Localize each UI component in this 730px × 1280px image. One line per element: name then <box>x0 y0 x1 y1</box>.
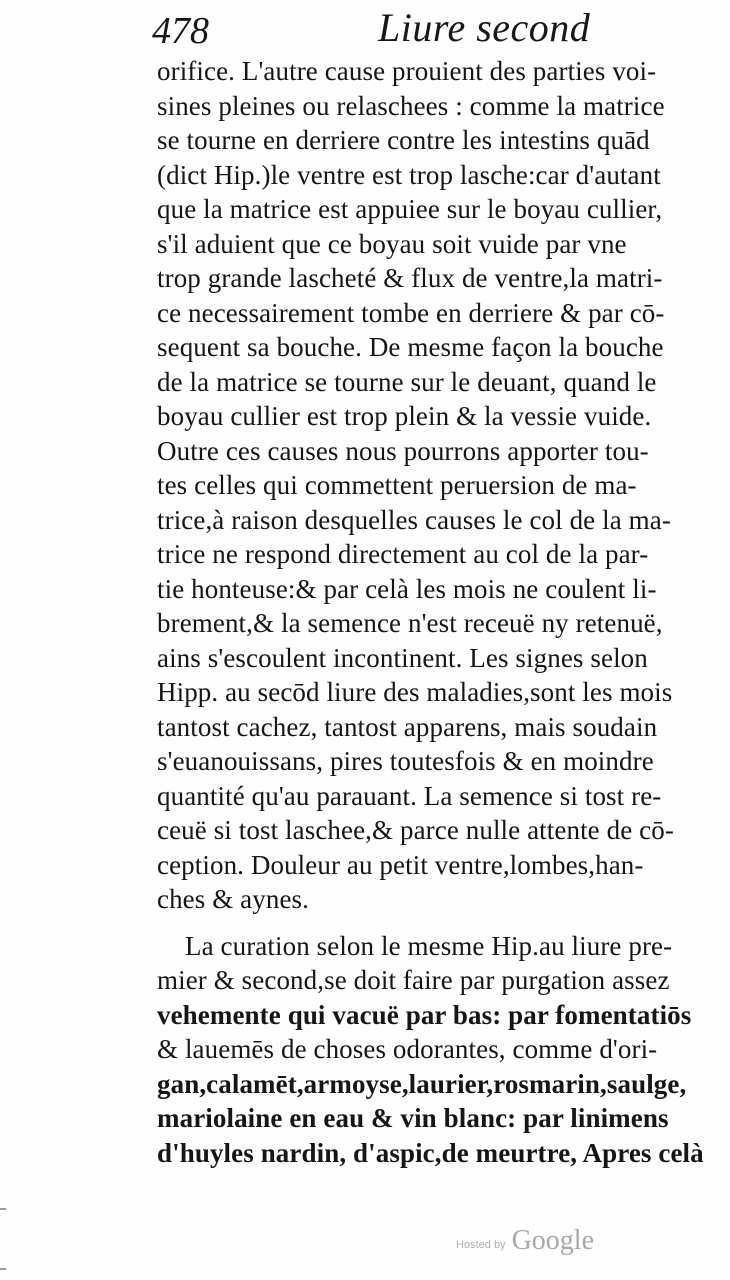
text-line: s'euanouissans, pires toutesfois & en moindre <box>157 746 654 776</box>
text-line: que la matrice est appuiee sur le boyau cullier, <box>157 194 663 224</box>
text-line: ception. Douleur au petit ventre,lombes,han- <box>157 849 644 880</box>
text-line: ceuë si tost laschee,& parce nulle attente de cō- <box>157 815 674 845</box>
text-line: tantost cachez, tantost apparens, mais soudain <box>157 711 658 742</box>
text-line: s'il aduient que ce boyau soit vuide par vne <box>157 228 627 259</box>
running-title: Liure second <box>378 5 591 50</box>
text-line: & lauemēs de choses odorantes, comme d'ori- <box>157 1034 658 1064</box>
body-text <box>157 54 717 1170</box>
text-line: de la matrice se tourne sur le deuant, quand le <box>157 366 657 397</box>
text-line: ains s'escoulent incontinent. Les signes selon <box>157 642 648 673</box>
text-line: quantité qu'au parauant. La semence si tost re- <box>157 780 662 811</box>
text-line: orifice. L'autre cause prouient des parties voi- <box>157 56 657 86</box>
text-line: mier & second,se doit faire par purgation assez <box>157 965 670 995</box>
text-line: sines pleines ou relaschees : comme la matrice <box>157 90 665 121</box>
credit-brand-logo: Google <box>511 1225 594 1256</box>
text-line: d'huyles nardin, d'aspic,de meurtre, Apres celà <box>157 1137 704 1168</box>
scan-edge-mark <box>0 1268 6 1270</box>
text-line: sequent sa bouche. De mesme façon la bouche <box>157 332 664 362</box>
text-line: Hipp. au secōd liure des maladies,sont les mois <box>157 677 673 707</box>
page-header <box>150 5 720 52</box>
text-line: Outre ces causes nous pourrons apporter tou- <box>157 435 649 466</box>
text-line: trice ne respond directement au col de la par- <box>157 539 649 569</box>
text-line: se tourne en derriere contre les intestins quād <box>157 125 650 155</box>
text-line: (dict Hip.)le ventre est trop lasche:car d'autant <box>157 159 661 190</box>
text-line: ce necessairement tombe en derriere & par cō- <box>157 297 665 328</box>
text-line: La curation selon le mesme Hip.au liure pre- <box>185 930 673 961</box>
text-line: gan,calamēt,armoyse,laurier,rosmarin,saulge, <box>157 1068 687 1099</box>
text-line: trop grande lascheté & flux de ventre,la matri- <box>157 263 663 293</box>
text-line: tie honteuse:& par celà les mois ne coulent li- <box>157 573 657 604</box>
paragraph-gap <box>157 917 717 929</box>
hosted-by-credit <box>456 1218 594 1258</box>
text-line: ches & aynes. <box>157 884 310 914</box>
text-line: trice,à raison desquelles causes le col de la ma- <box>157 504 671 535</box>
credit-prefix: Hosted by <box>456 1239 506 1251</box>
text-line: brement,& la semence n'est receuë ny retenuë, <box>157 608 663 638</box>
scan-edge-mark <box>0 1208 6 1210</box>
text-line: boyau cullier est trop plein & la vessie vuide. <box>157 401 652 431</box>
text-line: mariolaine en eau & vin blanc: par linimens <box>157 1103 669 1133</box>
page-number: 478 <box>152 10 209 52</box>
text-line: tes celles qui commettent peruersion de ma- <box>157 470 637 500</box>
text-line: vehemente qui vacuë par bas: par fomentatiōs <box>157 999 692 1030</box>
